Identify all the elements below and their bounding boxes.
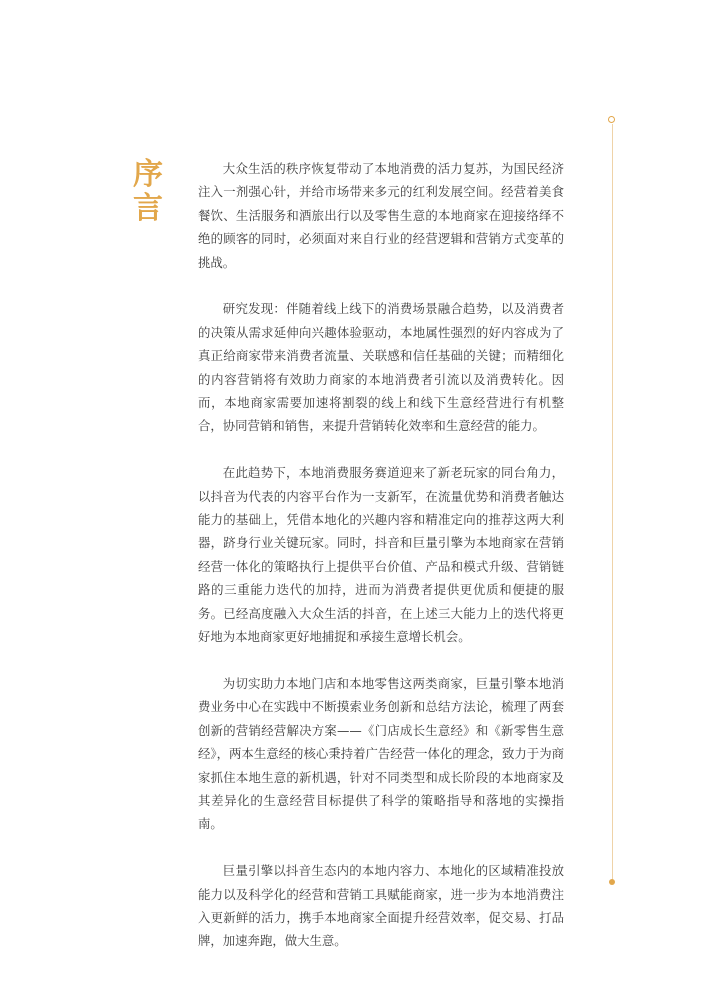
rule-bottom-dot: [609, 879, 615, 885]
paragraph-1: 大众生活的秩序恢复带动了本地消费的活力复苏，为国民经济注入一剂强心针，并给市场带来多元的红利发展空间。经营着美食餐饮、生活服务和酒旅出行以及零售生意的本地商家在迎接络绎不绝的顾客的同时，必须面对来自行业的经营逻辑和营销方式变革的挑战。: [198, 161, 564, 270]
heading-char-1: 序: [133, 157, 163, 192]
preface-body: [198, 157, 564, 976]
heading-char-2: 言: [133, 191, 163, 226]
paragraph-2: 研究发现：伴随着线上线下的消费场景融合趋势，以及消费者的决策从需求延伸向兴趣体验驱动，本地属性强烈的好内容成为了真正给商家带来消费者流量、关联感和信任基础的关键；而精细化的内容营销将有效助力商家的本地消费者引流以及消费转化。因而，本地商家需要加速将割裂的线上和线下生意经营进行有机整合，协同营销和销售，来提升营销转化效率和生意经营的能力。: [198, 301, 564, 434]
rule-top-ring: [608, 116, 615, 123]
paragraph-5: 巨量引擎以抖音生态内的本地内容力、本地化的区域精准投放能力以及科学化的经营和营销工具赋能商家，进一步为本地消费注入更新鲜的活力，携手本地商家全面提升经营效率，促交易、打品牌，加速奔跑，做大生意。: [198, 863, 564, 949]
paragraph-3: 在此趋势下，本地消费服务赛道迎来了新老玩家的同台角力，以抖音为代表的内容平台作为一支新军，在流量优势和消费者触达能力的基础上，凭借本地化的兴趣内容和精准定向的推荐这两大利器，跻身行业关键玩家。同时，抖音和巨量引擎为本地商家在营销经营一体化的策略执行上提供平台价值、产品和模式升级、营销链路的三重能力迭代的加持，进而为消费者提供更优质和便捷的服务。已经高度融入大众生活的抖音，在上述三大能力上的迭代将更好地为本地商家更好地捕捉和承接生意增长机会。: [198, 465, 564, 645]
paragraph-4: 为切实助力本地门店和本地零售这两类商家，巨量引擎本地消费业务中心在实践中不断摸索业务创新和总结方法论，梳理了两套创新的营销经营解决方案——《门店成长生意经》和《新零售生意经》，两本生意经的核心秉持着广告经营一体化的理念，致力于为商家抓住本地生意的新机遇，针对不同类型和成长阶段的本地商家及其差异化的生意经营目标提供了科学的策略指导和落地的实操指南。: [198, 675, 564, 832]
preface-heading: [128, 158, 168, 226]
vertical-rule: [612, 124, 613, 880]
